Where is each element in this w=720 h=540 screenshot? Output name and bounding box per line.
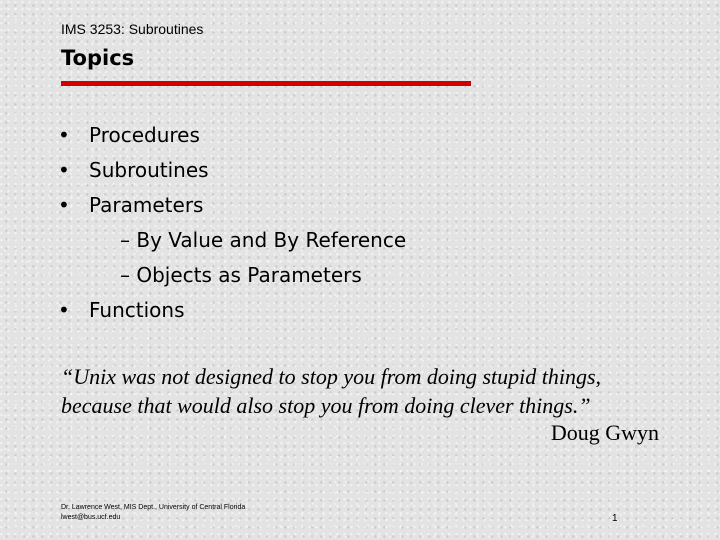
topic-item-parameters: • Parameters (58, 188, 406, 223)
title-rule (61, 81, 471, 86)
quote-author: Doug Gwyn (550, 420, 659, 445)
quote-line: “Unix was not designed to stop you from doing stupid things, (61, 364, 602, 389)
topic-item-procedures: • Procedures (58, 118, 406, 153)
quote (61, 362, 661, 420)
course-header: IMS 3253: Subroutines (61, 21, 204, 37)
footer-credits (61, 503, 245, 523)
subtopic-item-objects: – Objects as Parameters (120, 263, 362, 287)
topic-item-subroutines: • Subroutines (58, 153, 406, 188)
footer-email: lwest@bus.ucf.edu (61, 514, 121, 521)
topic-item-functions: • Functions (58, 293, 406, 328)
quote-line: because that would also stop you from doing clever things.” (61, 393, 591, 418)
footer-author: Dr. Lawrence West, MIS Dept., University of Central Florida (61, 504, 246, 511)
slide-title: Topics (61, 46, 135, 70)
page-number: 1 (612, 513, 618, 524)
topic-list (58, 118, 406, 328)
subtopic-item-by-value: – By Value and By Reference (120, 228, 407, 252)
